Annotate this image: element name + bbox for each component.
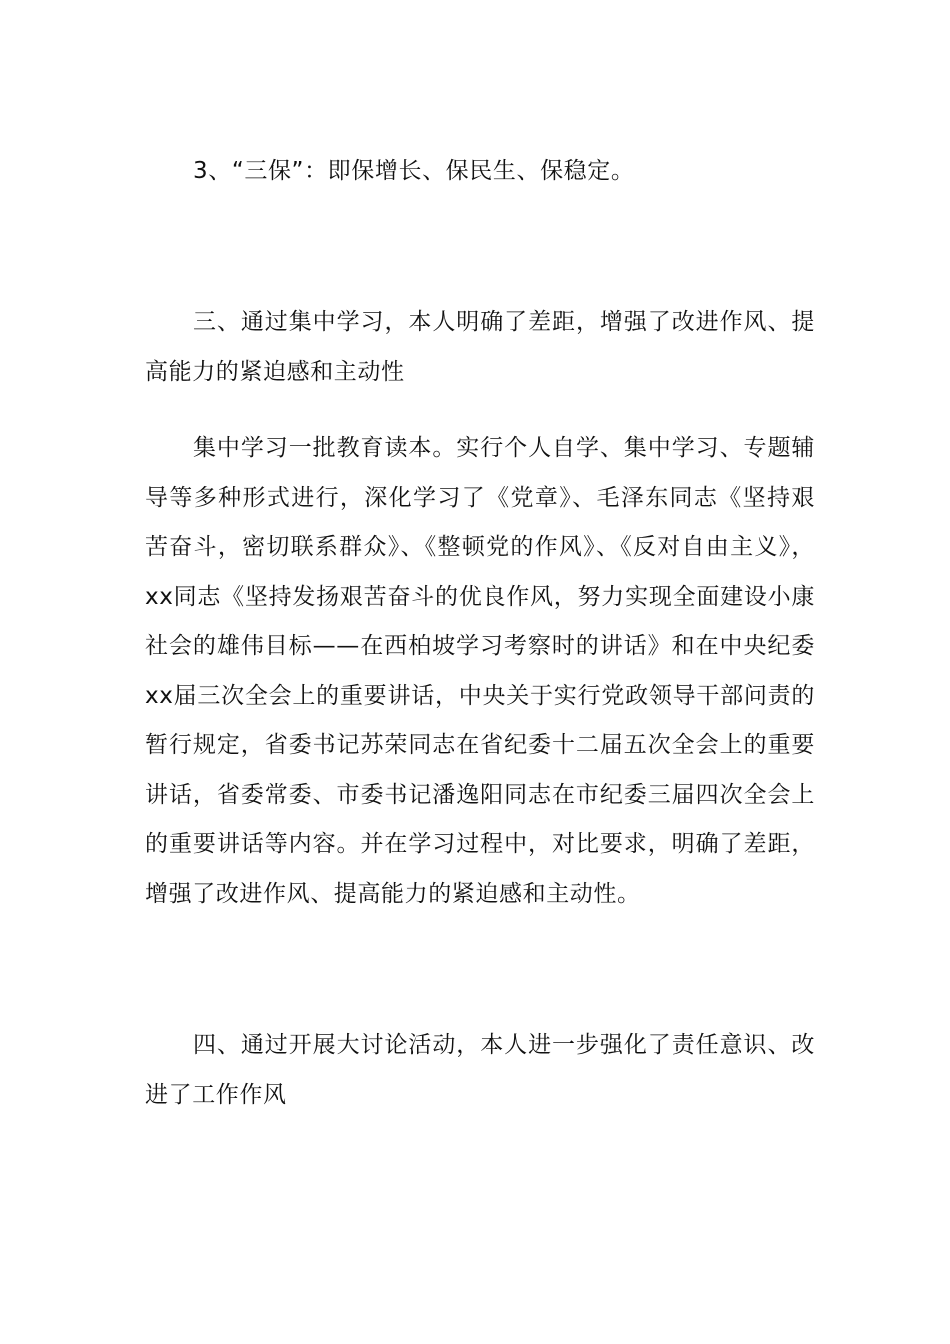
paragraph-study-content: 集中学习一批教育读本。实行个人自学、集中学习、专题辅导等多种形式进行，深化学习了《党章》、毛泽东同志《坚持艰苦奋斗，密切联系群众》、《整顿党的作风》、《反对自由主义》，xx同志《坚持发扬艰苦奋斗的优良作风，努力实现全面建设小康社会的雄伟目标——在西柏坡学习考察时的讲话》和在中央纪委xx届三次全会上的重要讲话，中央关于实行党政领导干部问责的暂行规定，省委书记苏荣同志在省纪委十二届五次全会上的重要讲话，省委常委、市委书记潘逸阳同志在市纪委三届四次全会上的重要讲话等内容。并在学习过程中，对比要求，明确了差距，增强了改进作风、提高能力的紧迫感和主动性。 bbox=[145, 435, 815, 907]
paragraph-three-guarantees: 3、“三保”：即保增长、保民生、保稳定。 bbox=[193, 158, 635, 184]
section-heading-four: 四、通过开展大讨论活动，本人进一步强化了责任意识、改进了工作作风 bbox=[145, 1032, 815, 1108]
section-heading-three: 三、通过集中学习，本人明确了差距，增强了改进作风、提高能力的紧迫感和主动性 bbox=[145, 309, 815, 385]
